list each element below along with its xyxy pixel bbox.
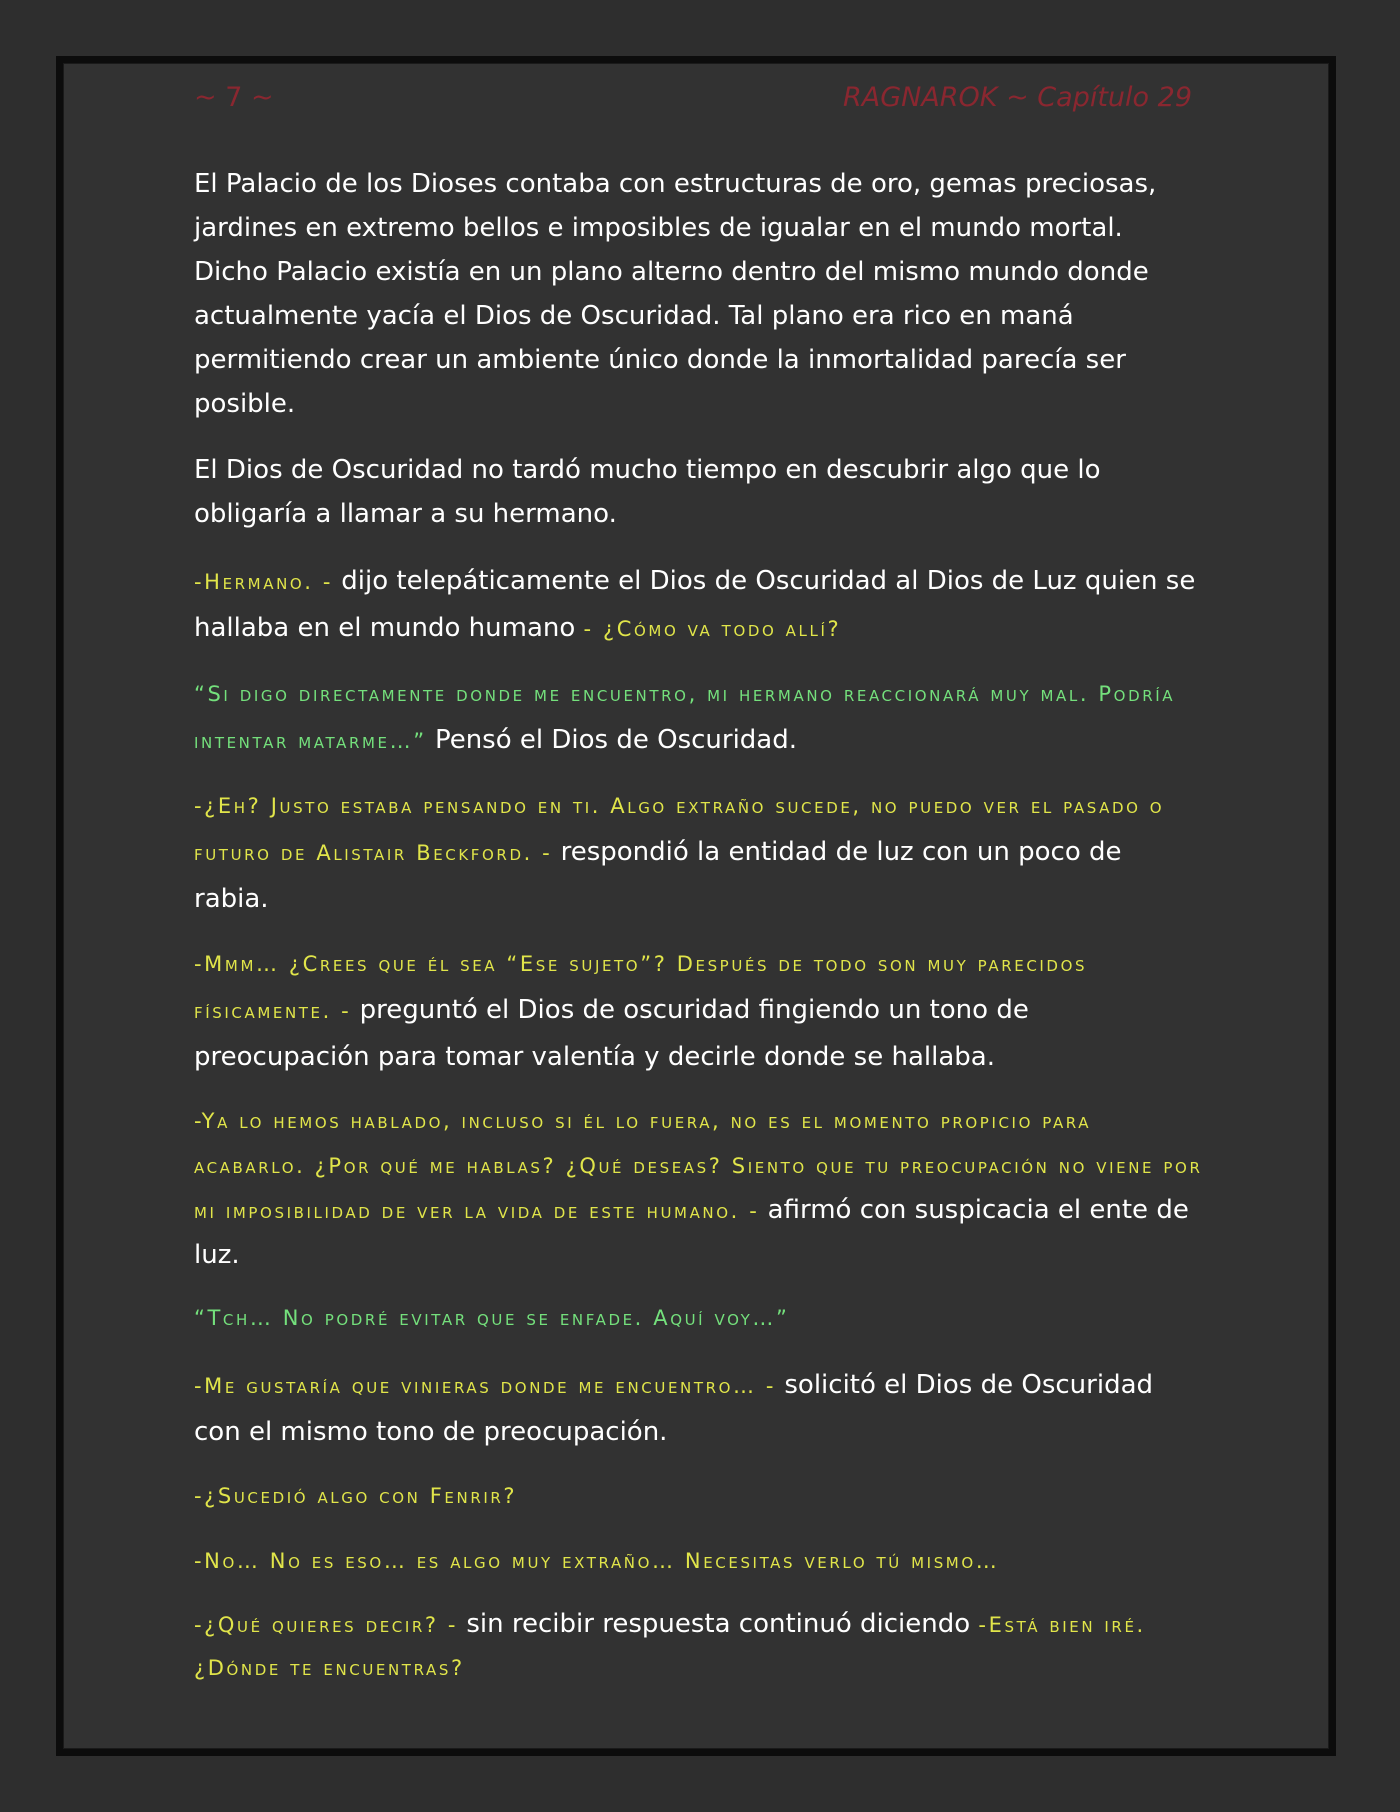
dialogue-line: -Ya lo hemos hablado, incluso si él lo fuera, no es el momento propicio para acabarlo. ¿Por qué me hablas? ¿Qué deseas? Siento que tu preocupación no viene por mi imposibilidad de ver la vida de este humano. - bbox=[194, 1109, 1203, 1223]
paragraph-12 bbox=[194, 1603, 1204, 1689]
paragraph-11 bbox=[194, 1538, 1204, 1583]
paragraph-9 bbox=[194, 1362, 1204, 1455]
narration: El Dios de Oscuridad no tardó mucho tiempo en descubrir algo que lo obligaría a llamar a su hermano. bbox=[194, 455, 1101, 529]
dialogue-line: -Mmm… ¿Crees que él sea “Ese sujeto”? Después de todo son muy parecidos físicamente. - bbox=[194, 952, 1088, 1023]
dialogue-line: -Hermano. - bbox=[194, 570, 334, 594]
narration: dijo telepáticamente el Dios de Oscuridad al Dios de Luz quien se hallaba en el mundo humano bbox=[194, 566, 1196, 643]
dialogue-line: -No… No es eso… es algo muy extraño… Necesitas verlo tú mismo… bbox=[194, 1549, 1000, 1573]
dialogue-line: -Está bien iré. ¿Dónde te encuentras? bbox=[194, 1613, 1146, 1680]
paragraph-3 bbox=[194, 558, 1204, 652]
paragraph-10 bbox=[194, 1473, 1204, 1518]
dialogue-line: -¿Eh? Justo estaba pensando en ti. Algo extraño sucede, no puedo ver el pasado o futuro de Alistair Beckford. - bbox=[194, 794, 1165, 865]
dialogue-line: - ¿Cómo va todo allí? bbox=[583, 617, 842, 641]
paragraph-8 bbox=[194, 1295, 1204, 1340]
thought-line: “Si digo directamente donde me encuentro, mi hermano reaccionará muy mal. Podría intentar matarme…” bbox=[194, 682, 1176, 753]
narration: preguntó el Dios de oscuridad fingiendo un tono de preocupación para tomar valentía y decirle donde se hallaba. bbox=[194, 995, 1029, 1072]
page-number: ~ 7 ~ bbox=[194, 82, 274, 113]
narration: sin recibir respuesta continuó diciendo bbox=[458, 1609, 979, 1639]
dialogue-line: -¿Sucedió algo con Fenrir? bbox=[194, 1484, 518, 1508]
paragraph-5 bbox=[194, 782, 1204, 922]
narration: Pensó el Dios de Oscuridad. bbox=[426, 725, 798, 755]
dialogue-line: -¿Qué quieres decir? - bbox=[194, 1613, 459, 1637]
page-header bbox=[194, 82, 1194, 122]
paragraph-1 bbox=[194, 162, 1204, 426]
paragraph-2 bbox=[194, 448, 1204, 536]
narration: solicitó el Dios de Oscuridad con el mismo tono de preocupación. bbox=[194, 1370, 1154, 1447]
narration: respondió la entidad de luz con un poco de rabia. bbox=[194, 837, 1122, 914]
chapter-title: RAGNAROK ~ Capítulo 29 bbox=[842, 82, 1192, 113]
thought-line: “Tch… No podré evitar que se enfade. Aquí voy…” bbox=[194, 1306, 790, 1330]
paragraph-7 bbox=[194, 1098, 1204, 1277]
narration: afirmó con suspicacia el ente de luz. bbox=[194, 1195, 1189, 1270]
story-text bbox=[194, 162, 1204, 1689]
narration: El Palacio de los Dioses contaba con estructuras de oro, gemas preciosas, jardines en extremo bellos e imposibles de igualar en el mundo mortal. Dicho Palacio existía en un plano alterno dentro del mismo mundo donde actualmente yacía el Dios de Oscuridad. Tal plano era rico en maná permitiendo crear un ambiente único donde la inmortalidad parecía ser posible. bbox=[194, 169, 1157, 419]
paragraph-4 bbox=[194, 670, 1204, 764]
dialogue-line: -Me gustaría que vinieras donde me encuentro… - bbox=[194, 1374, 777, 1398]
paragraph-6 bbox=[194, 940, 1204, 1080]
